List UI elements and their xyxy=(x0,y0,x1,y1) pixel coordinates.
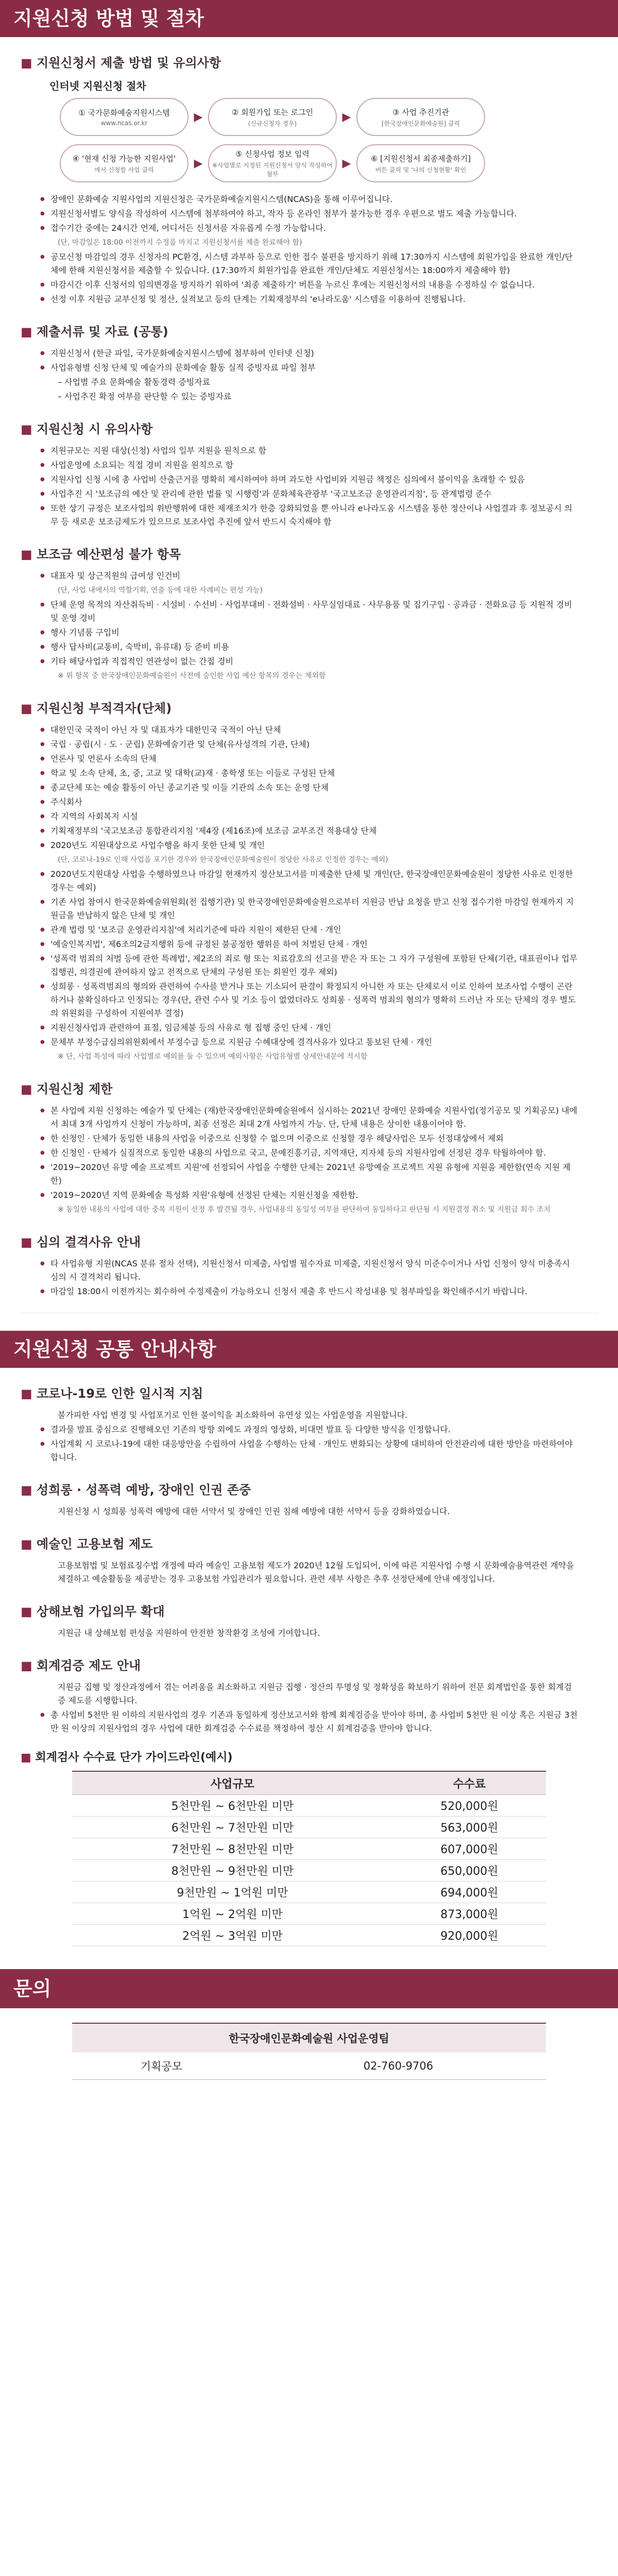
procedure-title: ■ 지원신청서 제출 방법 및 유의사항 xyxy=(21,56,221,70)
table-cell: 607,000원 xyxy=(393,1838,546,1860)
list-item: ● 결과물 발표 중심으로 진행해오던 기존의 방향 외에도 과정의 영상화, 비대면 발표 등 다양한 방식을 인정합니다. xyxy=(50,1423,599,1436)
list-item: ● 단체 운영 목적의 자산취득비 · 시설비 · 수선비 · 사업부대비 · 전화설비 · 사무실임대료 · 사무용품 및 집기구입 · 공과금 · 전화요금 등 지원적 경비 및 운영 경비 xyxy=(50,598,599,625)
arrow-right-icon: ▶ xyxy=(342,157,351,170)
table-cell: 650,000원 xyxy=(393,1860,546,1882)
caution-title: ■ 지원신청 시 유의사항 xyxy=(21,422,153,436)
docs-list xyxy=(19,347,599,403)
list-item: ● 기존 사업 참여시 한국문화예술위원회(전 집행기관) 및 한국장애인문화예술원으로부터 지원금 반납 요청을 받고 신청 접수기한 마감일 현재까지 지원금을 반납하지 않은 단체 및 개인 xyxy=(50,895,599,922)
list-item: ● '2019~2020년 유망 예술 프로젝트 지원'에 선정되어 사업을 수행한 단체는 2021년 유망예술 프로젝트 지원 유형에 지원을 제한함(연속 지원 제한) xyxy=(50,1161,599,1188)
list-item: ● 대한민국 국적이 아닌 자 및 대표자가 대한민국 국적이 아닌 단체 xyxy=(50,723,599,737)
result-list xyxy=(19,1257,599,1298)
list-item: ● 행사 기념품 구입비 xyxy=(50,626,599,639)
table-cell: 9천만원 ~ 1억원 미만 xyxy=(72,1882,393,1903)
flow-step-3: ③ 사업 추진기관 [한국장애인문화예술원] 클릭 xyxy=(356,98,485,136)
list-item: ● 국립 · 공립(시 · 도 · 군립) 문화예술기관 및 단체(유사성격의 기관, 단체) xyxy=(50,738,599,751)
table-cell: 520,000원 xyxy=(393,1795,546,1817)
list-note: (단, 사업 내에서의 역할기획, 연출 등에 대한 사례비는 편성 가능) xyxy=(58,586,263,595)
list-item: ● '성폭력 범죄의 처벌 등에 관한 특례법', 제2조의 죄로 형 또는 치료감호의 선고를 받은 자 또는 그 자가 구성원에 포함된 단체(기관, 대표권이나 업무집행권, 의결권에 관여하지 않고 전적으로 단체의 구성원 또는 회원인 경우 제외) xyxy=(50,952,599,979)
flow-step-5: ⑤ 신청사업 정보 입력 ※사업별로 지정된 지원신청서 양식 작성하여 첨부 xyxy=(208,144,337,182)
list-item: ● 장애인 문화예술 지원사업의 지원신청은 국가문화예술지원시스템(NCAS)을 통해 이루어집니다. xyxy=(50,193,599,206)
contact-box xyxy=(72,2023,546,2080)
noexp-list xyxy=(19,569,599,683)
list-item: ● 한 신청인 · 단체가 실질적으로 동일한 내용의 사업으로 국고, 문예진흥기금, 지역재단, 지자체 등의 지원사업에 선정된 경우 탁월하여야 함. xyxy=(50,1146,599,1160)
rights-title: ■ 성희롱 · 성폭력 예방, 장애인 인권 존중 xyxy=(21,1483,251,1497)
list-item: ● 학교 및 소속 단체, 초, 중, 고교 및 대학(교)재 · 총학생 또는 이들로 구성된 단체 xyxy=(50,767,599,780)
caution-list xyxy=(19,444,599,529)
table-row xyxy=(72,1882,546,1903)
list-note: (단, 코로나-19로 인해 사업을 포기한 경우와 한국장애인문화예술원이 정당한 사유로 인정한 경우는 예외) xyxy=(58,856,388,864)
list-item: ● '2019~2020년 지역 문화예술 특성화 지원'유형에 선정된 단체는 지원신청을 제한함. xyxy=(50,1189,599,1202)
list-item: ● 선정 이후 지원금 교부신청 및 정산, 실적보고 등의 단계는 기획재정부의 'e나라도움' 시스템을 이용하여 진행됩니다. xyxy=(50,293,599,306)
injury-list xyxy=(19,1626,599,1640)
flow-step-6: ⑥ [지원신청서 최종제출하기] 버튼 클릭 및 '나의 신청현황' 확인 xyxy=(356,144,485,182)
arrow-right-icon: ▶ xyxy=(342,110,351,124)
list-item: ● 사업운영에 소요되는 직접 경비 지원을 원칙으로 함 xyxy=(50,459,599,472)
list-item: ● 문체부 부정수급심의위원회에서 부정수급 등으로 지원금 수혜대상에 결격사유가 있다고 통보된 단체 · 개인 xyxy=(50,1036,599,1049)
list-item: ● 주식회사 xyxy=(50,795,599,809)
list-item: ● 기타 해당사업과 직접적인 연관성이 없는 간접 경비 xyxy=(50,655,599,668)
list-item: ● 마감일 18:00시 이전까지는 회수하여 수정제출이 가능하오니 신청서 제출 후 반드시 작성내용 및 첨부파일을 확인해주시기 바랍니다. xyxy=(50,1285,599,1298)
flow-step-4: ④ '현재 신청 가능한 지원사업' 에서 신청할 사업 클릭 xyxy=(60,144,188,182)
list-item: ● 대표자 및 상근직원의 급여성 인건비 xyxy=(50,569,599,583)
list-item: ● 관계 법령 및 '보조금 운영관리지침'에 처리기준에 따라 지원이 제한된 단체 · 개인 xyxy=(50,923,599,937)
list-item: ● 지원신청서별도 양식을 작성하여 시스템에 첨부하여야 하고, 작자 등 온라인 첨부가 불가능한 경우 우편으로 별도 제출 가능합니다. xyxy=(50,207,599,221)
employ-text: 고용보험법 및 보험료징수법 개정에 따라 예술인 고용보험 제도가 2020년 12월 도입되어, 이에 따른 지원사업 수행 시 문화예술용역관련 계약을 체결하고 예술활동을 제공받는 경우 고용보험 가입관리가 필요합니다. 관련 세부 사항은 추후 선정단체에 안내 예정입니다. xyxy=(58,1561,574,1584)
covid-title: ■ 코로나-19로 인한 일시적 지침 xyxy=(21,1386,203,1401)
table-header-row xyxy=(72,2023,546,2053)
table-cell: 563,000원 xyxy=(393,1817,546,1838)
noexp-title: ■ 보조금 예산편성 불가 항목 xyxy=(21,547,181,562)
flow-step-1: ① 국가문화예술지원시스템 www.ncas.or.kr xyxy=(60,98,188,136)
table-row xyxy=(72,1860,546,1882)
section-band-application: 지원신청 방법 및 절차 xyxy=(0,0,618,37)
list-item: ● 한 신청인 · 단체가 동일한 내용의 사업을 이중으로 신청할 수 없으며 이중으로 신청할 경우 해당사업은 모두 선정대상에서 제외 xyxy=(50,1132,599,1145)
list-item: ● 사업추진 시 '보조금의 예산 및 관리에 관한 법률 및 시행령'과 문화체육관광부 '국고보조금 운영관리지침', 등 관계법령 준수 xyxy=(50,487,599,501)
table-header: 수수료 xyxy=(393,1771,546,1795)
list-sub-item: – 사업추진 확정 여부를 판단할 수 있는 증빙자료 xyxy=(58,392,232,401)
flow-step-2: ② 회원가입 또는 로그인 (신규신청자 경우) xyxy=(208,98,337,136)
list-note: ※ 단, 사업 특성에 따라 사업별로 예외를 둘 수 있으며 예외사항은 사업유형별 상세안내문에 적시함 xyxy=(58,1053,368,1061)
table-row xyxy=(72,1795,546,1817)
contact-table xyxy=(72,2023,546,2080)
list-note: ※ 동일한 내용의 사업에 대한 중복 지원이 선정 후 발견될 경우, 사업내용의 동일성 여부를 판단하여 동일하다고 판단될 시 지원결정 취소 및 지원금 회수 조치 xyxy=(58,1206,551,1214)
table-cell: 2억원 ~ 3억원 미만 xyxy=(72,1925,393,1946)
audit-text-1: 지원금 집행 및 정산과정에서 겪는 어려움을 최소화하고 지원금 집행 · 정산의 투명성 및 정확성을 확보하기 위하여 전문 회계법인을 통한 회계검증 제도를 시행합니다. xyxy=(58,1682,572,1705)
covid-list xyxy=(19,1409,599,1464)
list-item: ● 사업유형별 신청 단체 및 예술가의 문화예술 활동 실적 증빙자료 파일 첨부 xyxy=(50,361,599,375)
audit-list xyxy=(19,1681,599,1735)
list-item: ● 또한 상기 규정은 보조사업의 위반행위에 대한 제재조치가 한층 강화되었을 뿐 아니라 e나라도움 시스템을 통한 정산이나 사업결과 후 정보공시 의무 등 새로운 보조금제도가 있으므로 보조사업 추진에 앞서 반드시 숙지해야 함 xyxy=(50,502,599,529)
list-item: ● 공모신청 마감일의 경우 신청자의 PC환경, 시스템 과부하 등으로 인한 접수 불편을 방지하기 위해 17:30까지 시스템에 회원가입을 완료한 개인/단체에 한해 지원신청서를 제출할 수 있습니다. (17:30까지 회원가입을 완료한 개인/단체도 지원신청서는 18:00까지 제출해야 함) xyxy=(50,250,599,277)
injury-text: 지원금 내 상해보험 편성을 지원하여 안전한 창작환경 조성에 기여합니다. xyxy=(58,1628,320,1638)
table-cell: 5천만원 ~ 6천만원 미만 xyxy=(72,1795,393,1817)
list-sub-item: – 사업별 주요 문화예술 활동경력 증빙자료 xyxy=(58,377,211,387)
table-header-row xyxy=(72,1771,546,1795)
arrow-right-icon: ▶ xyxy=(194,157,203,170)
audit-title: ■ 회계검증 제도 안내 xyxy=(21,1658,141,1673)
fee-title: ■ 회계검사 수수료 단가 가이드라인(예시) xyxy=(21,1751,233,1764)
list-item: ● 종교단체 또는 예술 활동이 아닌 종교기관 및 이들 기관의 소속 또는 운영 단체 xyxy=(50,781,599,794)
table-cell: 7천만원 ~ 8천만원 미만 xyxy=(72,1838,393,1860)
list-item: ● 각 지역의 사회복지 시설 xyxy=(50,810,599,823)
contact-phone: 02-760-9706 xyxy=(251,2053,546,2080)
list-item: ● 지원규모는 지원 대상(신청) 사업의 일부 지원을 원칙으로 함 xyxy=(50,444,599,457)
table-row xyxy=(72,1903,546,1925)
section-common xyxy=(19,1383,599,1735)
arrow-right-icon: ▶ xyxy=(194,110,203,124)
injury-title: ■ 상해보험 가입의무 확대 xyxy=(21,1604,165,1619)
table-row xyxy=(72,1817,546,1838)
table-cell: 8천만원 ~ 9천만원 미만 xyxy=(72,1860,393,1882)
ineligible-list xyxy=(19,723,599,1063)
fee-table xyxy=(72,1771,546,1946)
table-cell: 873,000원 xyxy=(393,1903,546,1925)
list-item: ● 기획재정부의 '국고보조금 통합관리지침 '제4장 (제16조)에 보조금 교부조건 적용대상 단체 xyxy=(50,824,599,838)
docs-title: ■ 제출서류 및 자료 (공통) xyxy=(21,325,168,339)
table-cell: 6천만원 ~ 7천만원 미만 xyxy=(72,1817,393,1838)
procedure-bullets xyxy=(19,193,599,306)
list-item: ● 타 사업유형 지원(NCAS 분류 절차 선택), 지원신청서 미제출, 사업별 필수자료 미제출, 지원신청서 양식 미준수이거나 사업 신청이 양식 미충족시 심의 시 결격처리 됩니다. xyxy=(50,1257,599,1284)
rights-text: 지원신청 시 성희롱 성폭력 예방에 대한 서약서 및 장애인 인권 침해 예방에 대한 서약서 등을 강화하였습니다. xyxy=(58,1506,450,1516)
table-row xyxy=(72,1925,546,1946)
table-header: 사업규모 xyxy=(72,1771,393,1795)
table-cell: 920,000원 xyxy=(393,1925,546,1946)
table-cell: 694,000원 xyxy=(393,1882,546,1903)
contact-header: 한국장애인문화예술원 사업운영팀 xyxy=(72,2023,546,2053)
section-band-common: 지원신청 공통 안내사항 xyxy=(0,1331,618,1368)
table-row xyxy=(72,1838,546,1860)
list-item: ● 성희롱 · 성폭력범죄의 형의와 관련하여 수사를 받거나 또는 기소되어 판결이 확정되지 아니한 자 또는 단체로서 이로 인하여 보조사업 수행이 곤란하거나 불확실하다고 인정되는 경우(단, 관련 수사 및 기소 등이 없었더라도 성희롱 · 성폭력 범죄의 혐의가 명확히 드러난 자 또는 단체의 경우 별도의 위원회를 구성하여 지원여부 결정) xyxy=(50,980,599,1020)
list-item: ● 행사 답사비(교통비, 숙박비, 유류대) 등 준비 비용 xyxy=(50,640,599,654)
list-item: ● '예술인복지법', 제6조의2금지행위 등에 규정된 불공정한 행위를 하여 처벌된 단체 · 개인 xyxy=(50,938,599,951)
list-note: ※ 위 항목 중 한국장애인문화예술원이 사전에 승인한 사업 예산 항목의 경우는 제외함 xyxy=(58,672,326,680)
contact-category: 기획공모 xyxy=(72,2053,251,2080)
audit-text-2: ● 총 사업비 5천만 원 이하의 지원사업의 경우 기존과 동일하게 정산보고서와 함께 회계검증을 받아야 하며, 총 사업비 5천만 원 이상 혹은 지원금 3천만 원 이상의 지원사업의 경우 사업에 대한 회계검증 수수료를 책정하여 정산 시 회계검증을 받아야 합니다. xyxy=(50,1708,599,1735)
rights-list xyxy=(19,1505,599,1518)
list-item: ● 지원신청사업과 관련하여 표절, 임금체불 등의 사유로 형 집행 중인 단체 · 개인 xyxy=(50,1021,599,1035)
list-item: ● 2020년도 지원대상으로 사업수행을 하지 못한 단체 및 개인 xyxy=(50,839,599,852)
list-item: ● 언론사 및 언론사 소속의 단체 xyxy=(50,752,599,766)
list-item: ● 본 사업에 지원 신청하는 예술가 및 단체는 (재)한국장애인문화예술원에서 실시하는 2021년 장애인 문화예술 지원사업(정기공모 및 기획공모) 내에서 최대 3개 사업까지 신청이 가능하며, 최종 선정은 최대 2개 사업까지 가능. 단, 단체 내용은 상이한 내용이어야 함. xyxy=(50,1104,599,1131)
employ-title: ■ 예술인 고용보험 제도 xyxy=(21,1537,153,1551)
list-note: (단, 마감일은 18:00 이전까지 수정을 마치고 지원신청서를 제출 완료해야 함) xyxy=(58,239,302,247)
list-item: ● 지원사업 신청 시에 총 사업비 산출근거를 명확히 제시하여야 하며 과도한 사업비와 지원금 책정은 심의에서 불이익을 초래할 수 있음 xyxy=(50,473,599,486)
list-item: ● 지원신청서 (한글 파일, 국가문화예술지원시스템에 첨부하여 인터넷 신청) xyxy=(50,347,599,360)
list-item: ● 사업계획 시 코로나-19에 대한 대응방안을 수립하여 사업을 수행하는 단체 · 개인도 변화되는 상황에 대비하여 안전관리에 대한 방안을 마련하여야 합니다. xyxy=(50,1437,599,1464)
list-item: ● 마감시간 이후 신청서의 임의변경을 방지하기 위하여 '최종 제출하기' 버튼을 누르신 후에는 지원신청서의 내용을 수정하실 수 없습니다. xyxy=(50,278,599,292)
section-procedure xyxy=(19,53,599,1298)
ineligible-title: ■ 지원신청 부적격자(단체) xyxy=(21,701,172,716)
application-flow xyxy=(60,98,575,182)
table-cell: 1억원 ~ 2억원 미만 xyxy=(72,1903,393,1925)
limit-list xyxy=(19,1104,599,1216)
list-item: ● 접수기간 중에는 24시간 언제, 어디서든 신청서를 자유롭게 수정 가능합니다. xyxy=(50,222,599,235)
limit-title: ■ 지원신청 제한 xyxy=(21,1082,113,1096)
result-title: ■ 심의 결격사유 안내 xyxy=(21,1235,141,1249)
table-row xyxy=(72,2053,546,2080)
employ-list xyxy=(19,1559,599,1586)
section-band-contact: 문의 xyxy=(0,1969,618,2008)
flow-heading: 인터넷 지원신청 절차 xyxy=(49,80,146,92)
list-item: ● 2020년도지원대상 사업을 수행하였으나 마감일 현재까지 정산보고서를 미제출한 단체 및 개인(단, 한국장애인문화예술원이 정당한 사유로 인정한 경우는 예외) xyxy=(50,868,599,894)
covid-intro: 불가피한 사업 변경 및 사업포기로 인한 불이익을 최소화하여 유연성 있는 사업운영을 지원합니다. xyxy=(58,1410,408,1420)
